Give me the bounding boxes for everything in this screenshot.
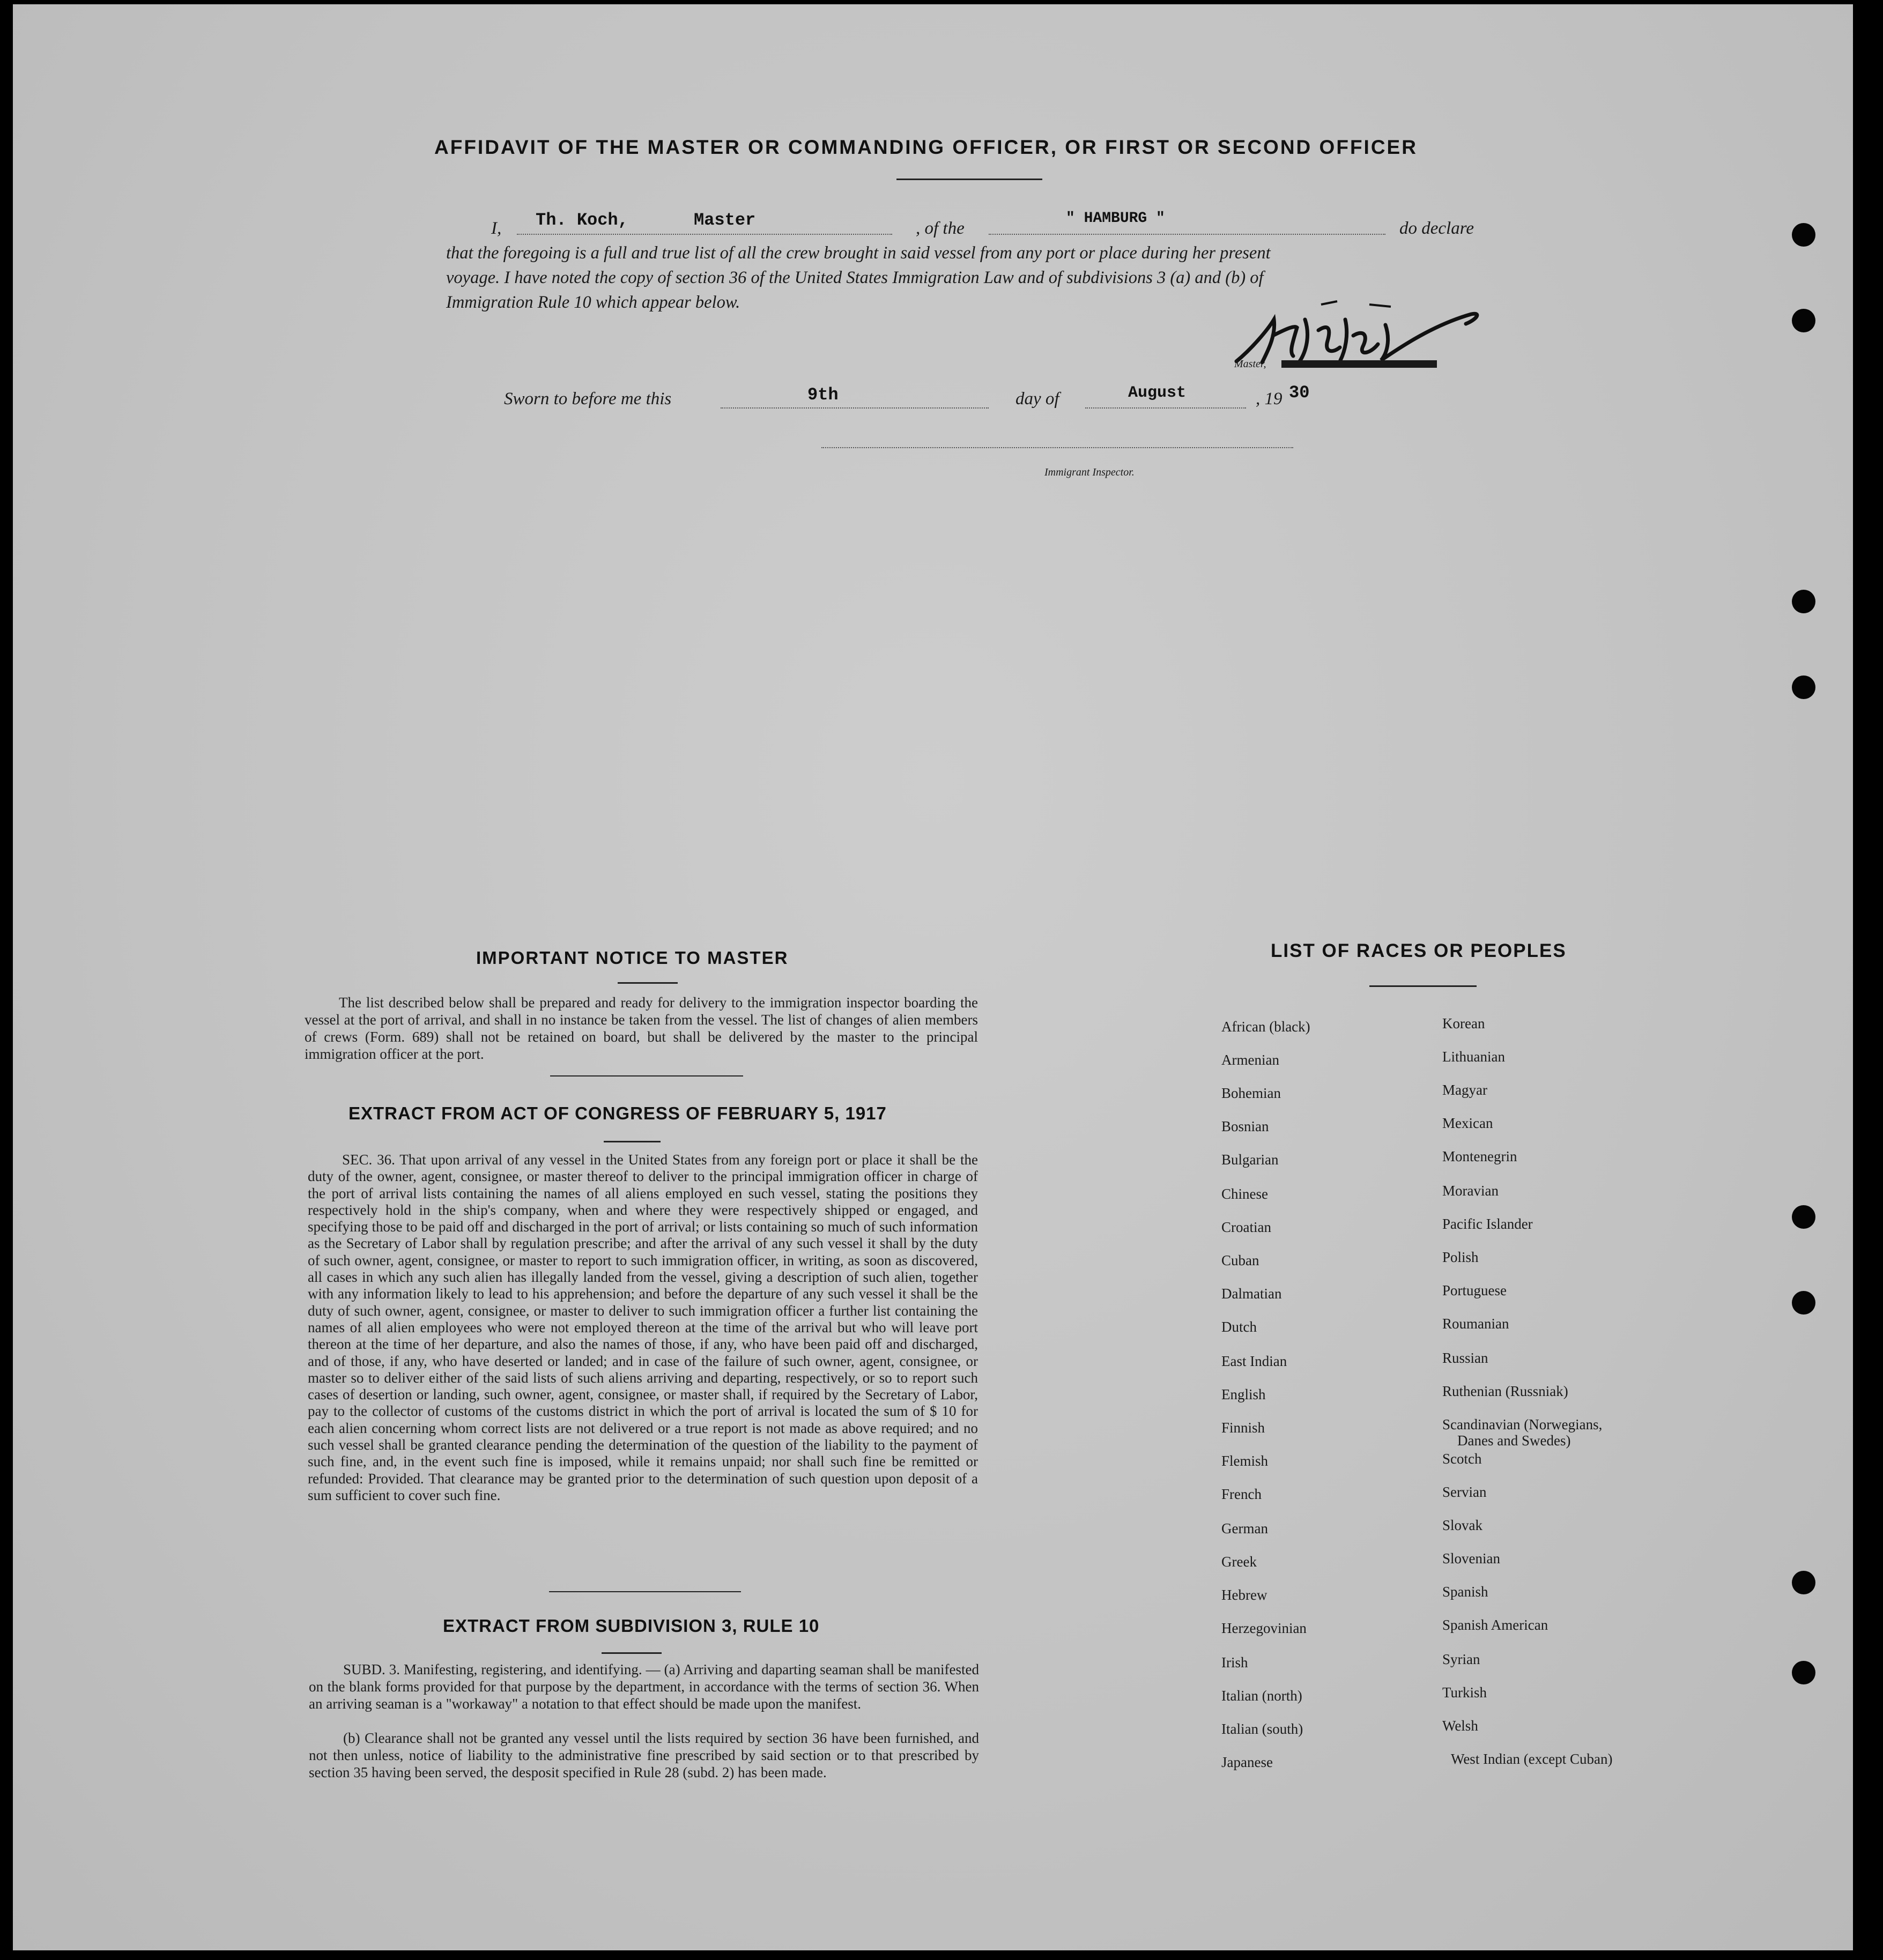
race-item: Finnish (1221, 1420, 1265, 1436)
notice-divider (618, 982, 678, 984)
of-the-label: , of the (916, 219, 965, 238)
rule-para-b: (b) Clearance shall not be granted any vessel until the lists required by section 36 have been furnished, and not then unless, notice of liability to the administrative fine prescribed by said section or to that prescribed by section 35 having been served, the desposit specified in Rule 28 (subd. 2) has been made. (309, 1730, 979, 1780)
race-item: Italian (north) (1221, 1688, 1302, 1704)
binder-hole (1792, 309, 1815, 332)
sworn-day: 9th (807, 385, 839, 405)
notice-body: The list described below shall be prepared and ready for delivery to the immigration inspector boarding the vessel at the port of arrival, and shall in no instance be taken from the vessel. The list of changes of alien members of crews (Form. 689) shall not be retained on board, but shall be delivered by the master to the principal immigration officer at the port. (305, 994, 978, 1062)
do-declare-label: do declare (1399, 219, 1474, 238)
binder-hole (1792, 1661, 1815, 1684)
race-item: Irish (1221, 1654, 1248, 1671)
sworn-year: 30 (1289, 383, 1310, 403)
race-item: Greek (1221, 1554, 1257, 1570)
section-divider (549, 1591, 741, 1592)
race-item: Turkish (1442, 1684, 1487, 1701)
master-rank: Master (694, 210, 756, 230)
binder-hole (1792, 223, 1815, 247)
sworn-month: August (1128, 384, 1187, 402)
race-item: Armenian (1221, 1052, 1279, 1068)
races-title: LIST OF RACES OR PEOPLES (1271, 940, 1567, 961)
day-blank (721, 407, 989, 409)
race-item: German (1221, 1520, 1268, 1536)
race-item: Moravian (1442, 1183, 1499, 1199)
race-item: Slovenian (1442, 1550, 1500, 1566)
race-item: Montenegrin (1442, 1148, 1517, 1164)
inspector-caption: Immigrant Inspector. (1044, 466, 1135, 478)
document-sheet (13, 4, 1853, 1950)
signature-caption: Master, (1234, 358, 1266, 370)
race-item: French (1221, 1486, 1262, 1502)
race-item: Magyar (1442, 1082, 1487, 1098)
month-blank (1085, 407, 1246, 409)
act-body: SEC. 36. That upon arrival of any vessel in the United States from any foreign port or place it shall be the duty of the owner, agent, consignee, or master thereof to deliver to the principal immigration officer in charge of the port of arrival lists containing the names of all aliens employed en such vessel, stating the positions they respectively hold in the ship's company, when and where they were respectively shipped or engaged, and specifying those to be paid off and discharged in the port of arrival; or lists containing so much of such information as the Secretary of Labor shall by regulation prescribe; and after the arrival of any such vessel it shall by the duty of such owner, agent, consignee, or master to report to such immigration officer, in writing, as soon as discovered, all cases in which any such alien has illegally landed from the vessel, giving a description of such alien, together with any information likely to lead to his apprehension; and before the departure of any such vessel it shall be the duty of such owner, agent, consignee, or master to deliver to such immigration officer a further list containing the names of all alien employees who were not employed thereon at the time of the arrival but who will leave port thereon at the time of her departure, and also the names of those, if any, who have been paid off and discharged, and of those, if any, who have deserted or landed; and in case of the failure of such owner, agent, consignee, or master so to deliver either of the said lists of such aliens arriving and departing, respectively, or so to report such cases of desertion or landing, such owner, agent, consignee, or master shall, if required by the Secretary of Labor, pay to the collector of customs of the customs district in which the port of arrival is located the sum of $ 10 for each alien concerning whom correct lists are not delivered or a true report is not made as above required; and no such vessel shall be granted clearance pending the determination of the question of the liability to the payment of such fine, and, in the event such fine is imposed, while it remains unpaid; nor shall such fine be remitted or refunded: Provided. That clearance may be granted prior to the determination of such question upon deposit of a sum sufficient to cover such fine. (308, 1152, 978, 1503)
race-item: Lithuanian (1442, 1049, 1505, 1065)
race-item: Dutch (1221, 1319, 1257, 1335)
binder-hole (1792, 1291, 1815, 1315)
inspector-signature-line (821, 447, 1293, 448)
vessel-blank (989, 234, 1385, 235)
race-item: Mexican (1442, 1115, 1493, 1131)
race-item: Roumanian (1442, 1316, 1509, 1332)
race-item: African (black) (1221, 1019, 1310, 1035)
race-item: Hebrew (1221, 1587, 1267, 1603)
race-item: East Indian (1221, 1353, 1287, 1369)
race-item: Servian (1442, 1484, 1487, 1500)
race-item: Bohemian (1221, 1085, 1281, 1101)
act-divider (604, 1141, 661, 1142)
race-item: Syrian (1442, 1651, 1480, 1667)
race-item: Scotch (1442, 1451, 1482, 1467)
race-item: Slovak (1442, 1517, 1483, 1533)
sworn-label: Sworn to before me this (504, 389, 672, 409)
race-item: Russian (1442, 1350, 1488, 1366)
rule-title: EXTRACT FROM SUBDIVISION 3, RULE 10 (443, 1616, 820, 1636)
act-title: EXTRACT FROM ACT OF CONGRESS OF FEBRUARY 5, 1917 (349, 1103, 887, 1123)
race-item: Dalmatian (1221, 1286, 1282, 1302)
struck-out-text (1281, 360, 1437, 368)
year-prefix: , 19 (1256, 389, 1282, 409)
rule-divider (602, 1652, 662, 1654)
binder-hole (1792, 675, 1815, 699)
day-of-label: day of (1015, 389, 1059, 409)
race-item: English (1221, 1386, 1266, 1402)
race-item: Polish (1442, 1249, 1479, 1265)
race-item: Flemish (1221, 1453, 1269, 1469)
race-item: Cuban (1221, 1252, 1259, 1268)
race-item: Chinese (1221, 1186, 1268, 1202)
affidavit-line-2: that the foregoing is a full and true list of all the crew brought in said vessel from any port or place during her present (446, 243, 1271, 263)
race-item: Pacific Islander (1442, 1216, 1533, 1232)
master-name: Th. Koch, (536, 210, 628, 230)
race-item: Herzegovinian (1221, 1620, 1307, 1636)
race-item: Bulgarian (1221, 1152, 1279, 1168)
binder-hole (1792, 1205, 1815, 1229)
race-item: Croatian (1221, 1219, 1271, 1235)
race-item: Spanish (1442, 1584, 1488, 1600)
race-item: Korean (1442, 1015, 1485, 1031)
race-item: Ruthenian (Russniak) (1442, 1383, 1568, 1399)
affidavit-line-3: voyage. I have noted the copy of section 36 of the United States Immigration Law and of subdivisions 3 (a) and (b) of (446, 268, 1264, 287)
race-item: West Indian (except Cuban) (1451, 1751, 1613, 1767)
race-item: Japanese (1221, 1754, 1273, 1770)
title-divider (896, 179, 1042, 180)
section-divider (550, 1075, 743, 1076)
notice-title: IMPORTANT NOTICE TO MASTER (476, 948, 789, 968)
affidavit-line-4: Immigration Rule 10 which appear below. (446, 293, 740, 312)
race-item: Italian (south) (1221, 1721, 1303, 1737)
race-item: Scandinavian (Norwegians, (1442, 1416, 1603, 1432)
affidavit-i: I, (491, 219, 502, 238)
race-item: Bosnian (1221, 1118, 1269, 1134)
name-blank (517, 234, 892, 235)
binder-hole (1792, 1571, 1815, 1594)
race-item: Spanish American (1442, 1617, 1548, 1633)
race-item: Portuguese (1442, 1282, 1507, 1298)
race-item: Welsh (1442, 1718, 1478, 1734)
vessel-name: " HAMBURG " (1066, 210, 1165, 227)
race-item: Danes and Swedes) (1457, 1432, 1571, 1449)
rule-para-a: SUBD. 3. Manifesting, registering, and identifying. — (a) Arriving and daparting seaman shall be manifested on the blank forms provided for that purpose by the department, in accordance with the terms of section 36. When an arriving seaman is a "workaway" a notation to that effect should be made upon the manifest. (309, 1661, 979, 1712)
binder-hole (1792, 590, 1815, 613)
affidavit-title: AFFIDAVIT OF THE MASTER OR COMMANDING OFFICER, OR FIRST OR SECOND OFFICER (434, 136, 1418, 158)
races-divider (1369, 985, 1477, 987)
